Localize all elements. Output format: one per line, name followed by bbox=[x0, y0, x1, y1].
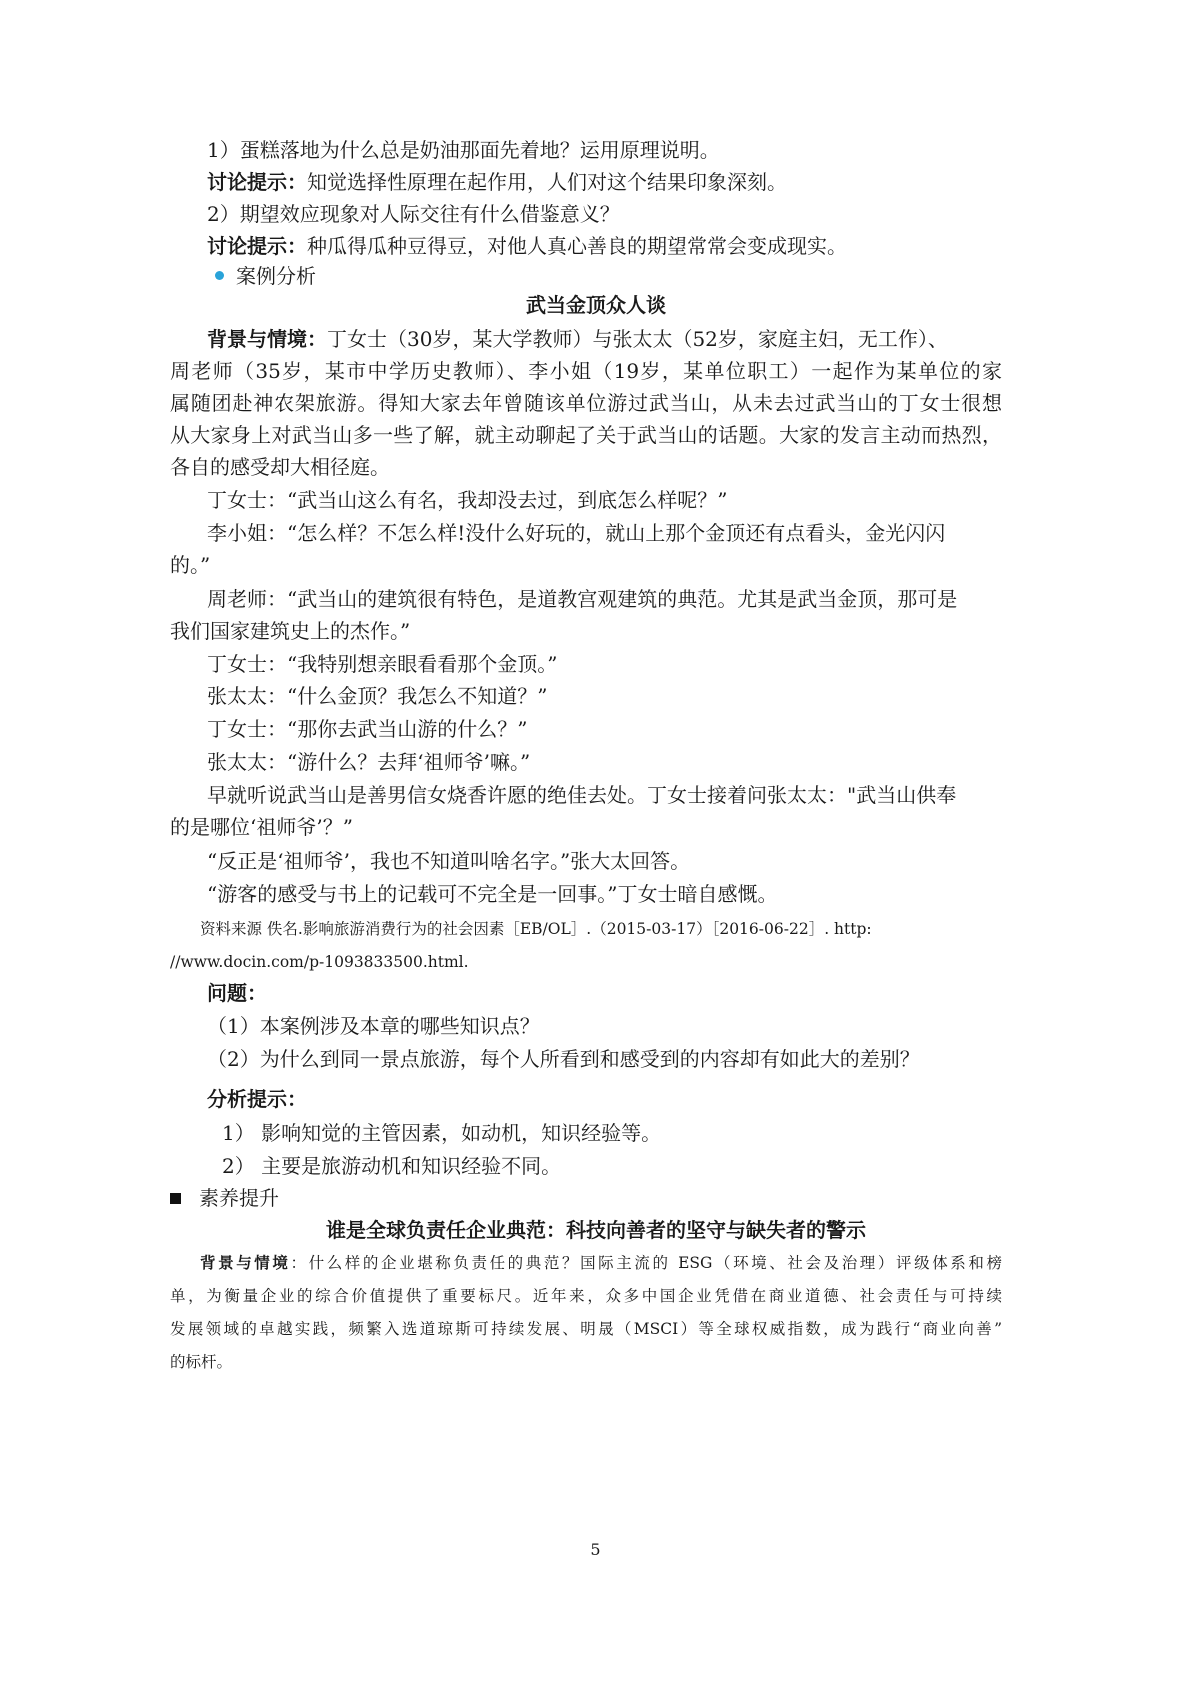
square-bullet-icon bbox=[170, 1193, 181, 1204]
question-1: 1）蛋糕落地为什么总是奶油那面先着地？运用原理说明。 bbox=[207, 138, 720, 162]
dialogue-6: 丁女士：“那你去武当山游的什么？” bbox=[207, 717, 528, 741]
dialogue-3b: 我们国家建筑史上的杰作。” bbox=[170, 619, 411, 643]
hint-1 bbox=[207, 166, 787, 198]
question-item-1: （1）本案例涉及本章的哪些知识点？ bbox=[207, 1014, 540, 1038]
background-line-5: 各自的感受却大相径庭。 bbox=[170, 455, 390, 479]
analysis-item-1: 1） 影响知觉的主管因素，如动机，知识经验等。 bbox=[222, 1121, 662, 1145]
analysis-item-2: 2） 主要是旅游动机和知识经验不同。 bbox=[222, 1154, 562, 1178]
dialogue-8b: 的是哪位‘祖师爷’？” bbox=[170, 815, 353, 839]
section-case-analysis bbox=[215, 260, 316, 292]
esg-title: 谁是全球负责任企业典范：科技向善者的坚守与缺失者的警示 bbox=[326, 1218, 866, 1242]
esg-text-1: ：什么样的企业堪称负责任的典范？国际主流的 ESG（环境、社会及治理）评级体系和榜 bbox=[290, 1254, 1002, 1272]
analysis-heading: 分析提示： bbox=[207, 1087, 307, 1111]
esg-line-4: 的标杆。 bbox=[170, 1353, 233, 1371]
dialogue-7: 张太太：“游什么？去拜‘祖师爷’嘛。” bbox=[207, 750, 531, 774]
section-quality bbox=[170, 1182, 279, 1214]
hint-2-text: 种瓜得瓜种豆得豆，对他人真心善良的期望常常会变成现实。 bbox=[307, 234, 847, 258]
section-case-analysis-label: 案例分析 bbox=[236, 264, 316, 288]
background-label: 背景与情境： bbox=[207, 327, 327, 351]
hint-1-text: 知觉选择性原理在起作用，人们对这个结果印象深刻。 bbox=[307, 170, 787, 194]
esg-line-2: 单，为衡量企业的综合价值提供了重要标尺。近年来，众多中国企业凭借在商业道德、社会责任与可持续 bbox=[170, 1287, 1002, 1305]
page-number: 5 bbox=[590, 1540, 601, 1559]
dialogue-3a: 周老师：“武当山的建筑很有特色，是道教宫观建筑的典范。尤其是武当金顶，那可是 bbox=[207, 587, 958, 611]
background-line-1 bbox=[207, 323, 948, 355]
source-line-2: //www.docin.com/p-1093833500.html. bbox=[170, 953, 469, 971]
section-quality-label: 素养提升 bbox=[199, 1186, 279, 1210]
dialogue-1: 丁女士：“武当山这么有名，我却没去过，到底怎么样呢？” bbox=[207, 488, 728, 512]
esg-line-3: 发展领域的卓越实践，频繁入选道琼斯可持续发展、明晟（MSCI）等全球权威指数，成为践行“商业向善” bbox=[170, 1320, 1002, 1338]
dialogue-9: “反正是‘祖师爷’，我也不知道叫啥名字。”张大太回答。 bbox=[207, 849, 691, 873]
dialogue-2b: 的。” bbox=[170, 553, 211, 577]
dialogue-4: 丁女士：“我特别想亲眼看看那个金顶。” bbox=[207, 652, 558, 676]
hint-2 bbox=[207, 230, 847, 262]
dialogue-10: “游客的感受与书上的记载可不完全是一回事。”丁女士暗自感慨。 bbox=[207, 882, 778, 906]
dialogue-5: 张太太：“什么金顶？我怎么不知道？” bbox=[207, 684, 548, 708]
dialogue-8a: 早就听说武当山是善男信女烧香许愿的绝佳去处。丁女士接着问张太太："武当山供奉 bbox=[207, 783, 957, 807]
background-line-3: 属随团赴神农架旅游。得知大家去年曾随该单位游过武当山，从未去过武当山的丁女士很想 bbox=[170, 391, 1002, 415]
esg-line-1 bbox=[200, 1247, 1002, 1279]
dialogue-2a: 李小姐：“怎么样？不怎么样!没什么好玩的，就山上那个金顶还有点看头，金光闪闪 bbox=[207, 521, 946, 545]
hint-2-label: 讨论提示： bbox=[207, 234, 307, 258]
background-line-4: 从大家身上对武当山多一些了解，就主动聊起了关于武当山的话题。大家的发言主动而热烈， bbox=[170, 423, 1002, 447]
esg-label: 背景与情境 bbox=[200, 1253, 291, 1272]
background-text-1: 丁女士（30岁，某大学教师）与张太太（52岁，家庭主妇，无工作）、 bbox=[327, 327, 948, 351]
source-line-1: 资料来源 佚名.影响旅游消费行为的社会因素［EB/OL］.（2015-03-17）［2016-06-22］. http: bbox=[200, 920, 872, 938]
hint-1-label: 讨论提示： bbox=[207, 170, 307, 194]
bullet-dot-icon bbox=[215, 271, 224, 280]
question-2: 2）期望效应现象对人际交往有什么借鉴意义？ bbox=[207, 202, 620, 226]
questions-heading: 问题： bbox=[207, 981, 267, 1005]
question-item-2: （2）为什么到同一景点旅游，每个人所看到和感受到的内容却有如此大的差别？ bbox=[207, 1047, 920, 1071]
case-title: 武当金顶众人谈 bbox=[526, 293, 666, 317]
background-line-2: 周老师（35岁，某市中学历史教师）、李小姐（19岁，某单位职工）一起作为某单位的家 bbox=[170, 359, 1002, 383]
